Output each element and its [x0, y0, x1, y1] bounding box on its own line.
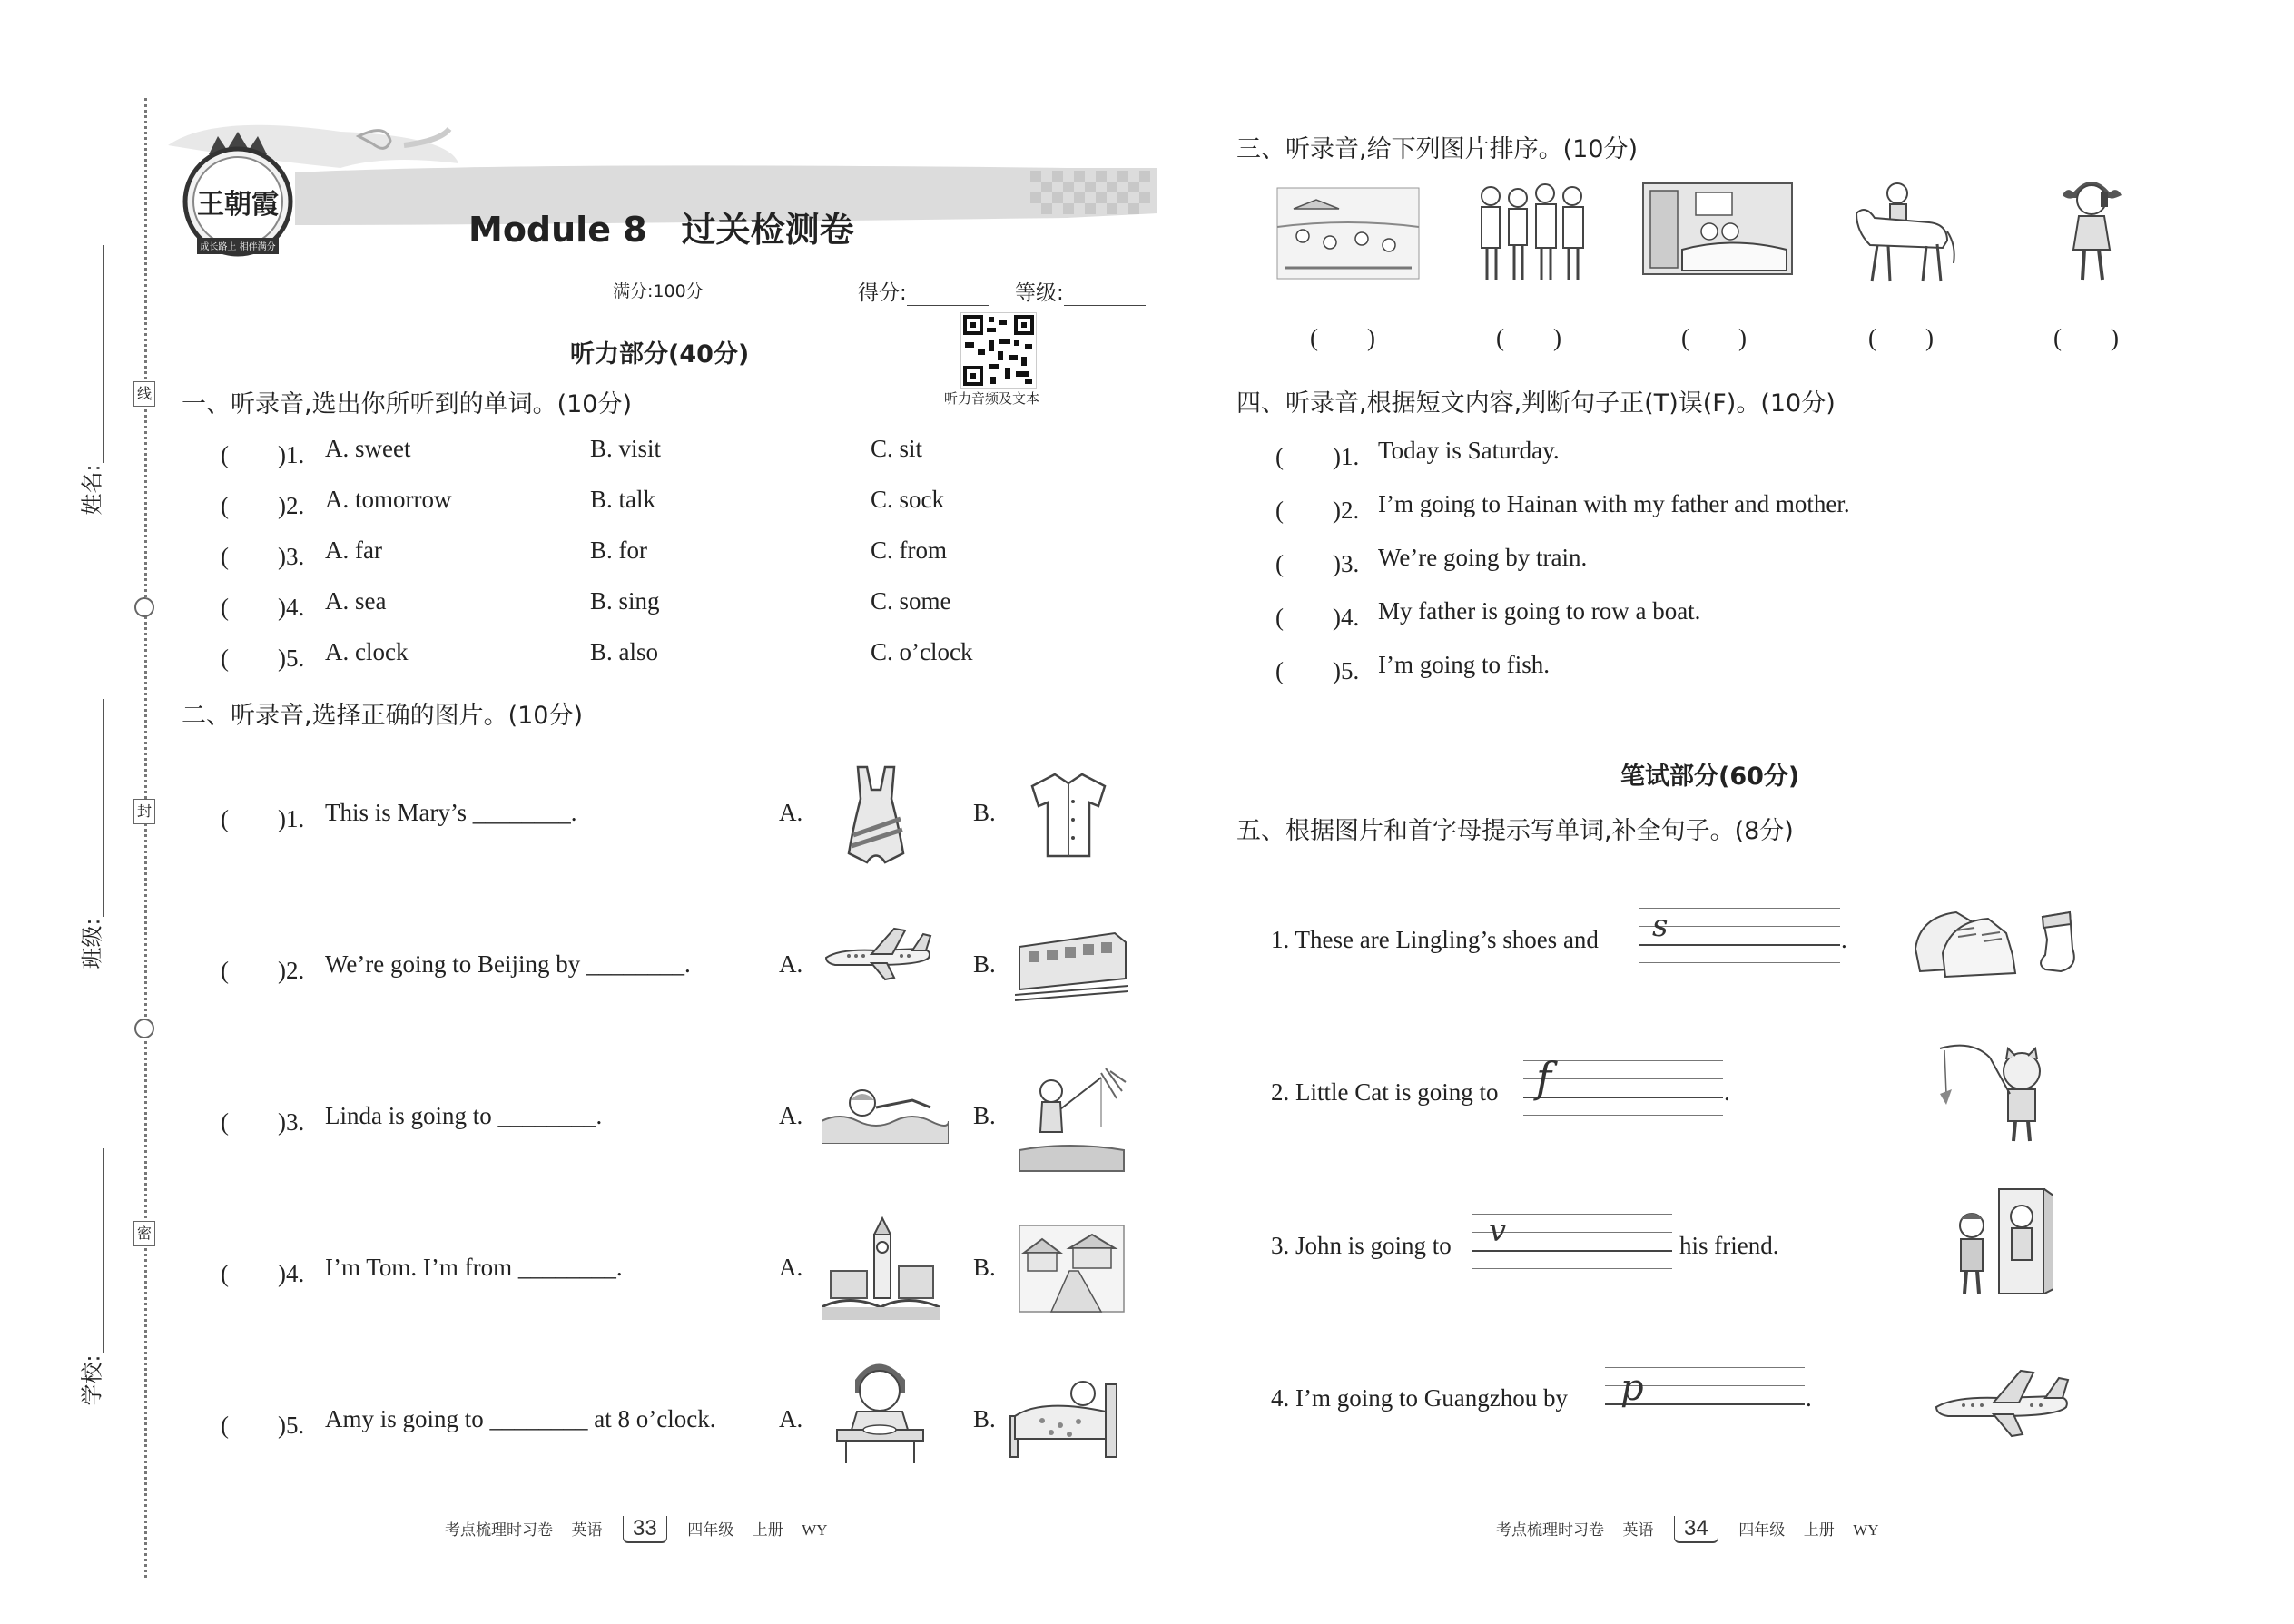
writing-title: 笔试部分(60分) — [1620, 763, 1800, 791]
swimming-picture[interactable] — [822, 1080, 949, 1144]
score-field[interactable] — [858, 276, 989, 306]
footer-right-grade: 四年级 — [1738, 1521, 1786, 1539]
s1-option-c: C. o’clock — [871, 638, 973, 665]
s2-option-a-label: A. — [779, 950, 803, 978]
section5-title: 五、根据图片和首字母提示写单词,补全句子。(8分) — [1236, 817, 1794, 845]
class-line — [103, 699, 104, 917]
s2-answer-blank[interactable]: ( )5. — [221, 1412, 305, 1439]
footer-left-page: 33 — [623, 1516, 667, 1543]
footer-right-term: 上册 — [1803, 1521, 1835, 1539]
s2-option-b-label: B. — [973, 799, 996, 826]
section3-title: 三、听录音,给下列图片排序。(10分) — [1236, 135, 1639, 163]
s2-option-a-label: A. — [779, 1405, 803, 1432]
s1-option-b: B. talk — [590, 486, 655, 513]
seal-mark-1: 线 — [133, 381, 155, 407]
s3-blank-5[interactable]: ( ) — [2053, 324, 2119, 351]
brand-slogan: 成长路上 相伴满分 — [200, 242, 276, 252]
s1-option-c: C. from — [871, 536, 947, 564]
qr-code[interactable] — [960, 312, 1037, 389]
s5-item-4-end: . — [1806, 1384, 1812, 1412]
s5-item-4-letter: p — [1620, 1367, 1644, 1409]
s1-option-b: B. visit — [590, 435, 662, 462]
s1-option-c: C. sit — [871, 435, 923, 462]
qr-pattern — [961, 313, 1036, 388]
s5-item-3-letter: v — [1489, 1213, 1507, 1249]
binding-ring-2 — [134, 1019, 154, 1038]
s3-blank-2[interactable]: ( ) — [1496, 324, 1561, 351]
school-line — [103, 1148, 104, 1353]
seal-mark-2: 封 — [133, 799, 155, 824]
binding-ring-1 — [134, 597, 154, 617]
section1-title: 一、听录音,选出你所听到的单词。(10分) — [182, 390, 633, 418]
s2-answer-blank[interactable]: ( )2. — [221, 957, 305, 984]
s2-question-text: We’re going to Beijing by ________. — [325, 950, 691, 978]
s1-answer-blank[interactable]: ( )1. — [221, 441, 305, 468]
s2-option-b-label: B. — [973, 1254, 996, 1281]
shoes-socks-picture[interactable] — [1911, 899, 2092, 989]
s4-statement: I’m going to fish. — [1378, 651, 1550, 678]
footer-right-edition: WY — [1853, 1521, 1879, 1539]
s5-item-3-end: his friend. — [1679, 1232, 1779, 1259]
footer-right-subject: 英语 — [1622, 1521, 1654, 1539]
page-title: Module 8 过关检测卷 — [468, 210, 854, 250]
fishing-picture[interactable] — [1015, 1064, 1128, 1173]
sleeping-picture[interactable] — [1641, 182, 1794, 277]
footer-left-subject: 英语 — [571, 1521, 603, 1539]
s2-option-a-label: A. — [779, 1254, 803, 1281]
s4-statement: I’m going to Hainan with my father and mother. — [1378, 490, 1850, 517]
footer-left — [445, 1516, 828, 1543]
section4-title: 四、听录音,根据短文内容,判断句子正(T)误(F)。(10分) — [1236, 389, 1836, 418]
s5-item-1-text: 1. These are Lingling’s shoes and — [1271, 926, 1599, 953]
grade-label: 等级: — [1015, 281, 1064, 305]
family-picture[interactable] — [1471, 180, 1593, 284]
s5-item-3-text: 3. John is going to — [1271, 1232, 1452, 1259]
s1-option-a: A. sweet — [325, 435, 411, 462]
plane-picture[interactable] — [822, 921, 935, 985]
s5-item-1-letter: s — [1652, 908, 1669, 944]
bed-picture[interactable] — [1006, 1362, 1133, 1462]
s4-answer-blank[interactable]: ( )5. — [1275, 657, 1360, 684]
brand-logo — [177, 127, 300, 263]
visit-friend-picture[interactable] — [1935, 1185, 2053, 1298]
s2-option-b-label: B. — [973, 950, 996, 978]
s1-option-a: A. sea — [325, 587, 387, 615]
s5-item-2-text: 2. Little Cat is going to — [1271, 1078, 1499, 1106]
town-picture[interactable] — [1015, 1216, 1128, 1316]
qr-caption: 听力音频及文本 — [944, 390, 1040, 407]
s3-blank-3[interactable]: ( ) — [1681, 324, 1747, 351]
footer-left-term: 上册 — [752, 1521, 783, 1539]
beach-picture[interactable] — [1275, 186, 1421, 281]
listening-title: 听力部分(40分) — [570, 340, 750, 369]
s2-question-text: Amy is going to ________ at 8 o’clock. — [325, 1405, 716, 1432]
class-field[interactable] — [76, 690, 113, 989]
breakfast-picture[interactable] — [828, 1353, 932, 1466]
s5-item-1-writing-lines[interactable] — [1639, 908, 1840, 964]
s4-answer-blank[interactable]: ( )1. — [1275, 443, 1360, 470]
full-score: 满分:100分 — [613, 281, 704, 301]
s3-blank-1[interactable]: ( ) — [1310, 324, 1375, 351]
london-picture[interactable] — [822, 1216, 940, 1321]
s4-answer-blank[interactable]: ( )4. — [1275, 604, 1360, 631]
s4-answer-blank[interactable]: ( )2. — [1275, 497, 1360, 524]
s1-answer-blank[interactable]: ( )2. — [221, 492, 305, 519]
train-picture[interactable] — [1015, 924, 1128, 1001]
seal-mark-3: 密 — [133, 1221, 155, 1246]
s5-item-1-end: . — [1841, 926, 1847, 953]
s1-answer-blank[interactable]: ( )5. — [221, 645, 305, 672]
cat-fishing-picture[interactable] — [1935, 1039, 2072, 1144]
s1-answer-blank[interactable]: ( )4. — [221, 594, 305, 621]
s2-option-a-label: A. — [779, 1102, 803, 1129]
s5-item-4-text: 4. I’m going to Guangzhou by — [1271, 1384, 1568, 1412]
s5-item-2-letter: f — [1536, 1053, 1552, 1102]
s2-question-text: Linda is going to ________. — [325, 1102, 603, 1129]
girl-phone-picture[interactable] — [2053, 172, 2131, 286]
s2-question-text: I’m Tom. I’m from ________. — [325, 1254, 623, 1281]
name-label: 姓名: — [79, 464, 105, 516]
name-field[interactable] — [76, 227, 113, 517]
s1-option-a: A. far — [325, 536, 382, 564]
score-label: 得分: — [858, 281, 907, 305]
name-line — [103, 245, 104, 463]
school-field[interactable] — [76, 1139, 113, 1421]
class-label: 班级: — [79, 918, 105, 969]
s1-option-b: B. also — [590, 638, 659, 665]
s1-option-c: C. sock — [871, 486, 944, 513]
shirt-picture[interactable] — [1028, 770, 1109, 861]
school-label: 学校: — [79, 1354, 105, 1406]
s2-answer-blank[interactable]: ( )1. — [221, 805, 305, 832]
s2-answer-blank[interactable]: ( )4. — [221, 1260, 305, 1287]
s1-option-a: A. clock — [325, 638, 409, 665]
s1-option-b: B. sing — [590, 587, 660, 615]
plane-picture-2[interactable] — [1932, 1362, 2072, 1443]
s5-item-2-writing-lines[interactable] — [1523, 1060, 1723, 1117]
s4-statement: My father is going to row a boat. — [1378, 597, 1701, 625]
footer-right-book: 考点梳理时习卷 — [1496, 1521, 1604, 1539]
s1-option-b: B. for — [590, 536, 647, 564]
footer-left-grade: 四年级 — [687, 1521, 734, 1539]
horse-riding-picture[interactable] — [1843, 177, 1961, 286]
footer-right — [1496, 1516, 1879, 1543]
s3-blank-4[interactable]: ( ) — [1868, 324, 1934, 351]
s1-option-c: C. some — [871, 587, 951, 615]
brand-name: 王朝霞 — [197, 189, 279, 221]
s2-option-a-label: A. — [779, 799, 803, 826]
footer-left-book: 考点梳理时习卷 — [445, 1521, 553, 1539]
s2-option-b-label: B. — [973, 1102, 996, 1129]
footer-left-edition: WY — [802, 1521, 828, 1539]
footer-right-page: 34 — [1674, 1516, 1718, 1543]
s2-question-text: This is Mary’s ________. — [325, 799, 577, 826]
binding-dotted-line — [144, 98, 147, 1578]
s4-statement: We’re going by train. — [1378, 544, 1588, 571]
section2-title: 二、听录音,选择正确的图片。(10分) — [182, 702, 584, 730]
s1-answer-blank[interactable]: ( )3. — [221, 543, 305, 570]
s2-answer-blank[interactable]: ( )3. — [221, 1108, 305, 1136]
grade-field[interactable] — [1015, 276, 1146, 306]
s5-item-2-end: . — [1724, 1078, 1730, 1106]
s4-answer-blank[interactable]: ( )3. — [1275, 550, 1360, 577]
s4-statement: Today is Saturday. — [1378, 437, 1560, 464]
swimsuit-picture[interactable] — [835, 763, 917, 867]
s2-option-b-label: B. — [973, 1405, 996, 1432]
s1-option-a: A. tomorrow — [325, 486, 452, 513]
